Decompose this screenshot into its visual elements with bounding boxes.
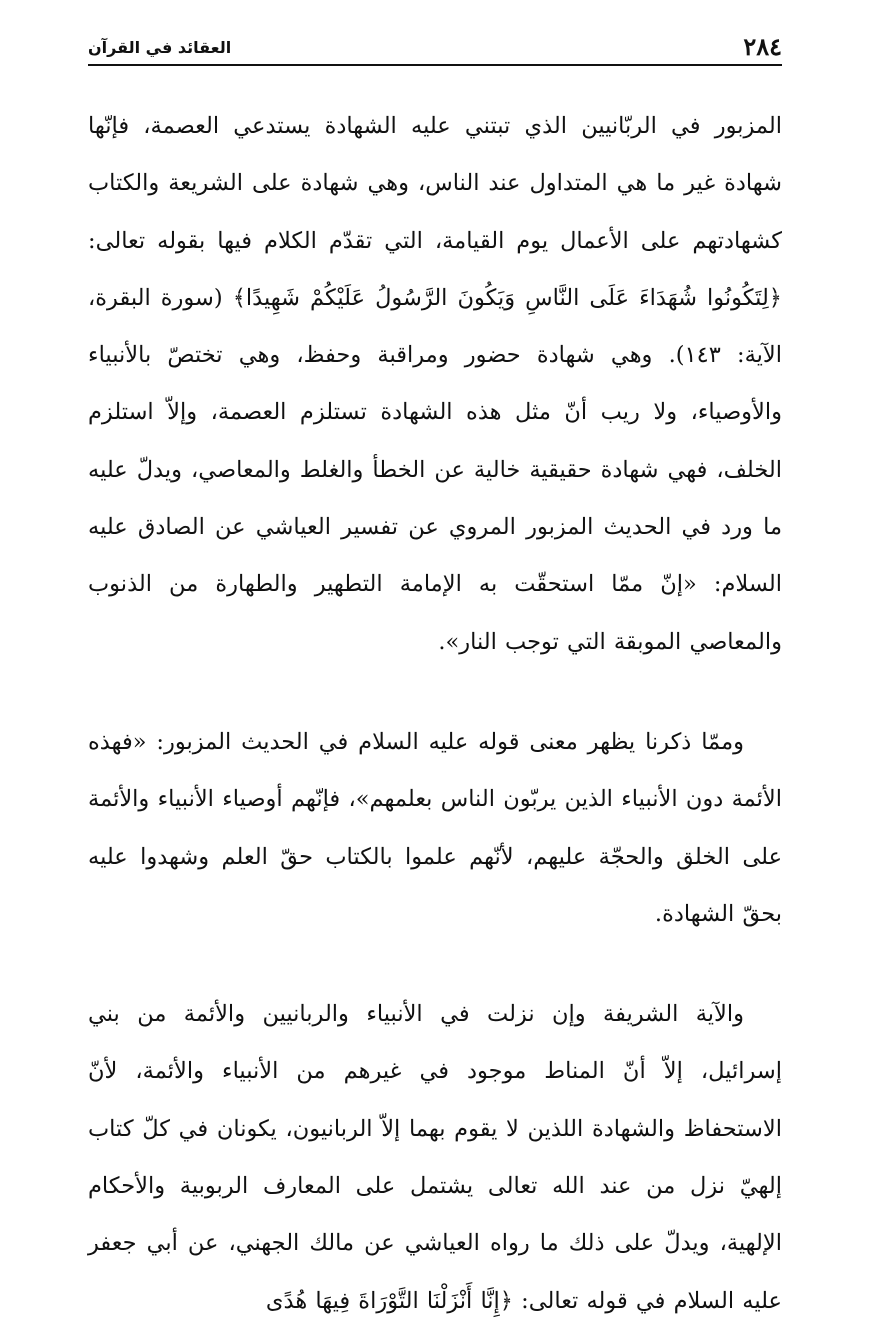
page-number: ٢٨٤ <box>743 32 782 61</box>
page-header <box>88 30 782 66</box>
paragraph-1: المزبور في الربّانيين الذي تبتني عليه الشهادة يستدعي العصمة، فإنّها شهادة غير ما هي المتداول عند الناس، وهي شهادة على الشريعة والكتاب كشهادتهم على الأعمال يوم القيامة، التي تقدّم الكلام فيها بقوله تعالى: ﴿لِتَكُونُوا شُهَدَاءَ عَلَى النَّاسِ وَيَكُونَ الرَّسُولُ عَلَيْكُمْ شَهِيدًا﴾ (سورة البقرة، الآية: ١٤٣). وهي شهادة حضور ومراقبة وحفظ، وهي تختصّ بالأنبياء والأوصياء، ولا ريب أنّ مثل هذه الشهادة تستلزم العصمة، وإلاّ استلزم الخلف، فهي شهادة حقيقية خالية عن الخطأ والغلط والمعاصي، ويدلّ عليه ما ورد في الحديث المزبور المروي عن تفسير العياشي عن الصادق عليه السلام: «إنّ ممّا استحقّت به الإمامة التطهير والطهارة من الذنوب والمعاصي الموبقة التي توجب النار». <box>88 113 782 655</box>
paragraph-2: وممّا ذكرنا يظهر معنى قوله عليه السلام في الحديث المزبور: «فهذه الأئمة دون الأنبياء الذين يربّون الناس بعلمهم»، فإنّهم أوصياء الأنبياء والأئمة على الخلق والحجّة عليهم، لأنّهم علموا بالكتاب حقّ العلم وشهدوا عليه بحقّ الشهادة. <box>88 728 782 927</box>
running-title: العقائد في القرآن <box>88 38 232 57</box>
body-text <box>88 98 782 1330</box>
paragraph-3: والآية الشريفة وإن نزلت في الأنبياء والربانيين والأئمة من بني إسرائيل، إلاّ أنّ المناط موجود في غيرهم من الأنبياء والأئمة، لأنّ الاستحفاظ والشهادة اللذين لا يقوم بهما إلاّ الربانيون، يكونان في كلّ كتاب إلهيّ نزل من عند الله تعالى يشتمل على المعارف الربوبية والأحكام الإلهية، ويدلّ على ذلك ما رواه العياشي عن مالك الجهني، عن أبي جعفر عليه السلام في قوله تعالى: ﴿إِنَّا أَنْزَلْنَا التَّوْرَاةَ فِيهَا هُدًى <box>88 1001 782 1314</box>
